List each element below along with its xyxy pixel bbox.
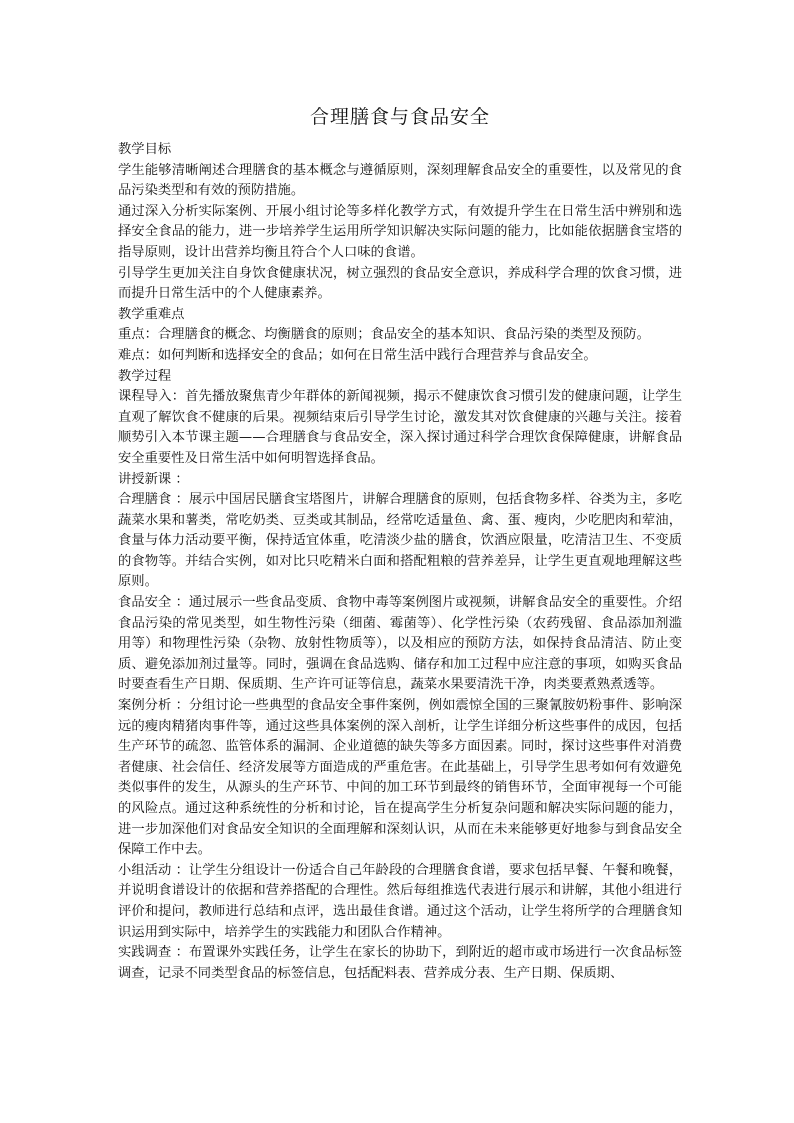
section-heading-keypoints: 教学重难点 xyxy=(118,306,185,322)
section-heading-process: 教学过程 xyxy=(118,368,172,384)
section-heading-goals: 教学目标 xyxy=(118,142,172,157)
diet-paragraph xyxy=(118,490,682,593)
case-text: 分组讨论一些典型的食品安全事件案例，例如震惊全国的三聚氰胺奶粉事件、影响深远的瘦肉精猪肉事件等，通过这些具体案例的深入剖析，让学生详细分析这些事件的成因，包括生产环节的疏忽、监管体系的漏洞、企业道德的缺失等多方面因素。同时，探讨这些事件对消费者健康、社会信任、经济发展等方面造成的严重危害。在此基础上，引导学生思考如何有效避免类似事件的发生，从源头的生产环节、中间的加工环节到最终的销售环节，全面审视每一个可能的风险点。通过这种系统性的分析和讨论，旨在提高学生分析复杂问题和解决实际问题的能力，进一步加深他们对食品安全知识的全面理解和深刻认识，从而在未来能够更好地参与到食品安全保障工作中去。 xyxy=(118,698,683,858)
survey-label: 实践调查 ： xyxy=(118,945,189,961)
keypoint-paragraph: 重点：合理膳食的概念、均衡膳食的原则；食品安全的基本知识、食品污染的类型及预防。 xyxy=(118,327,650,343)
goal-paragraph-1: 学生能够清晰阐述合理膳食的基本概念与遵循原则，深刻理解食品安全的重要性，以及常见的食品污染类型和有效的预防措施。 xyxy=(118,162,682,199)
case-paragraph xyxy=(118,696,682,861)
intro-paragraph: 课程导入：首先播放聚焦青少年群体的新闻视频，揭示不健康饮食习惯引发的健康问题，让学生直观了解饮食不健康的后果。视频结束后引导学生讨论，激发其对饮食健康的兴趣与关注。接着顺势引入本节课主题——合理膳食与食品安全，深入探讨通过科学合理饮食保障健康，讲解食品安全重要性及日常生活中如何明智选择食品。 xyxy=(118,389,682,466)
document-body xyxy=(118,140,682,984)
group-text: 让学生分组设计一份适合自己年龄段的合理膳食食谱，要求包括早餐、午餐和晚餐，并说明食谱设计的依据和营养搭配的合理性。然后每组推选代表进行展示和讲解，其他小组进行评价和提问，教师进行总结和点评，选出最佳食谱。通过这个活动，让学生将所学的合理膳食知识运用到实际中，培养学生的实践能力和团队合作精神。 xyxy=(118,862,683,940)
goal-paragraph-2: 通过深入分析实际案例、开展小组讨论等多样化教学方式，有效提升学生在日常生活中辨别和选择安全食品的能力，进一步培养学生运用所学知识解决实际问题的能力，比如能依据膳食宝塔的指导原则，设计出营养均衡且符合个人口味的食谱。 xyxy=(118,203,682,260)
survey-paragraph xyxy=(118,943,682,984)
goal-paragraph-3: 引导学生更加关注自身饮食健康状况，树立强烈的食品安全意识，养成科学合理的饮食习惯，进而提升日常生活中的个人健康素养。 xyxy=(118,265,682,302)
safety-label: 食品安全 ： xyxy=(118,595,189,611)
difficulty-paragraph: 难点：如何判断和选择安全的食品；如何在日常生活中践行合理营养与食品安全。 xyxy=(118,347,597,363)
safety-text: 通过展示一些食品变质、食物中毒等案例图片或视频，讲解食品安全的重要性。介绍食品污染的常见类型，如生物性污染（细菌、霉菌等）、化学性污染（农药残留、食品添加剂滥用等）和物理性污染（杂物、放射性物质等），以及相应的预防方法，如保持食品清洁、防止变质、避免添加剂过量等。同时，强调在食品选购、储存和加工过程中应注意的事项，如购买食品时要查看生产日期、保质期、生产许可证等信息，蔬菜水果要清洗干净，肉类要煮熟煮透等。 xyxy=(118,595,683,693)
diet-text: 展示中国居民膳食宝塔图片，讲解合理膳食的原则，包括食物多样、谷类为主，多吃蔬菜水果和薯类，常吃奶类、豆类或其制品，经常吃适量鱼、禽、蛋、瘦肉，少吃肥肉和荤油，食量与体力活动要平衡，保持适宜体重，吃清淡少盐的膳食，饮酒应限量，吃清洁卫生、不变质的食物等。并结合实例，如对比只吃精米白面和搭配粗粮的营养差异，让学生更直观地理解这些原则。 xyxy=(118,492,683,590)
group-label: 小组活动 ： xyxy=(118,862,189,878)
survey-text: 布置课外实践任务，让学生在家长的协助下，到附近的超市或市场进行一次食品标签调查，记录不同类型食品的标签信息，包括配料表、营养成分表、生产日期、保质期、 xyxy=(118,945,683,981)
diet-label: 合理膳食 ： xyxy=(118,492,189,508)
safety-paragraph xyxy=(118,593,682,696)
document-title: 合理膳食与食品安全 xyxy=(309,106,490,128)
document-page xyxy=(118,100,682,984)
group-paragraph xyxy=(118,861,682,943)
case-label: 案例分析 ： xyxy=(118,698,189,714)
section-heading-new-lesson: 讲授新课 ： xyxy=(118,471,189,487)
